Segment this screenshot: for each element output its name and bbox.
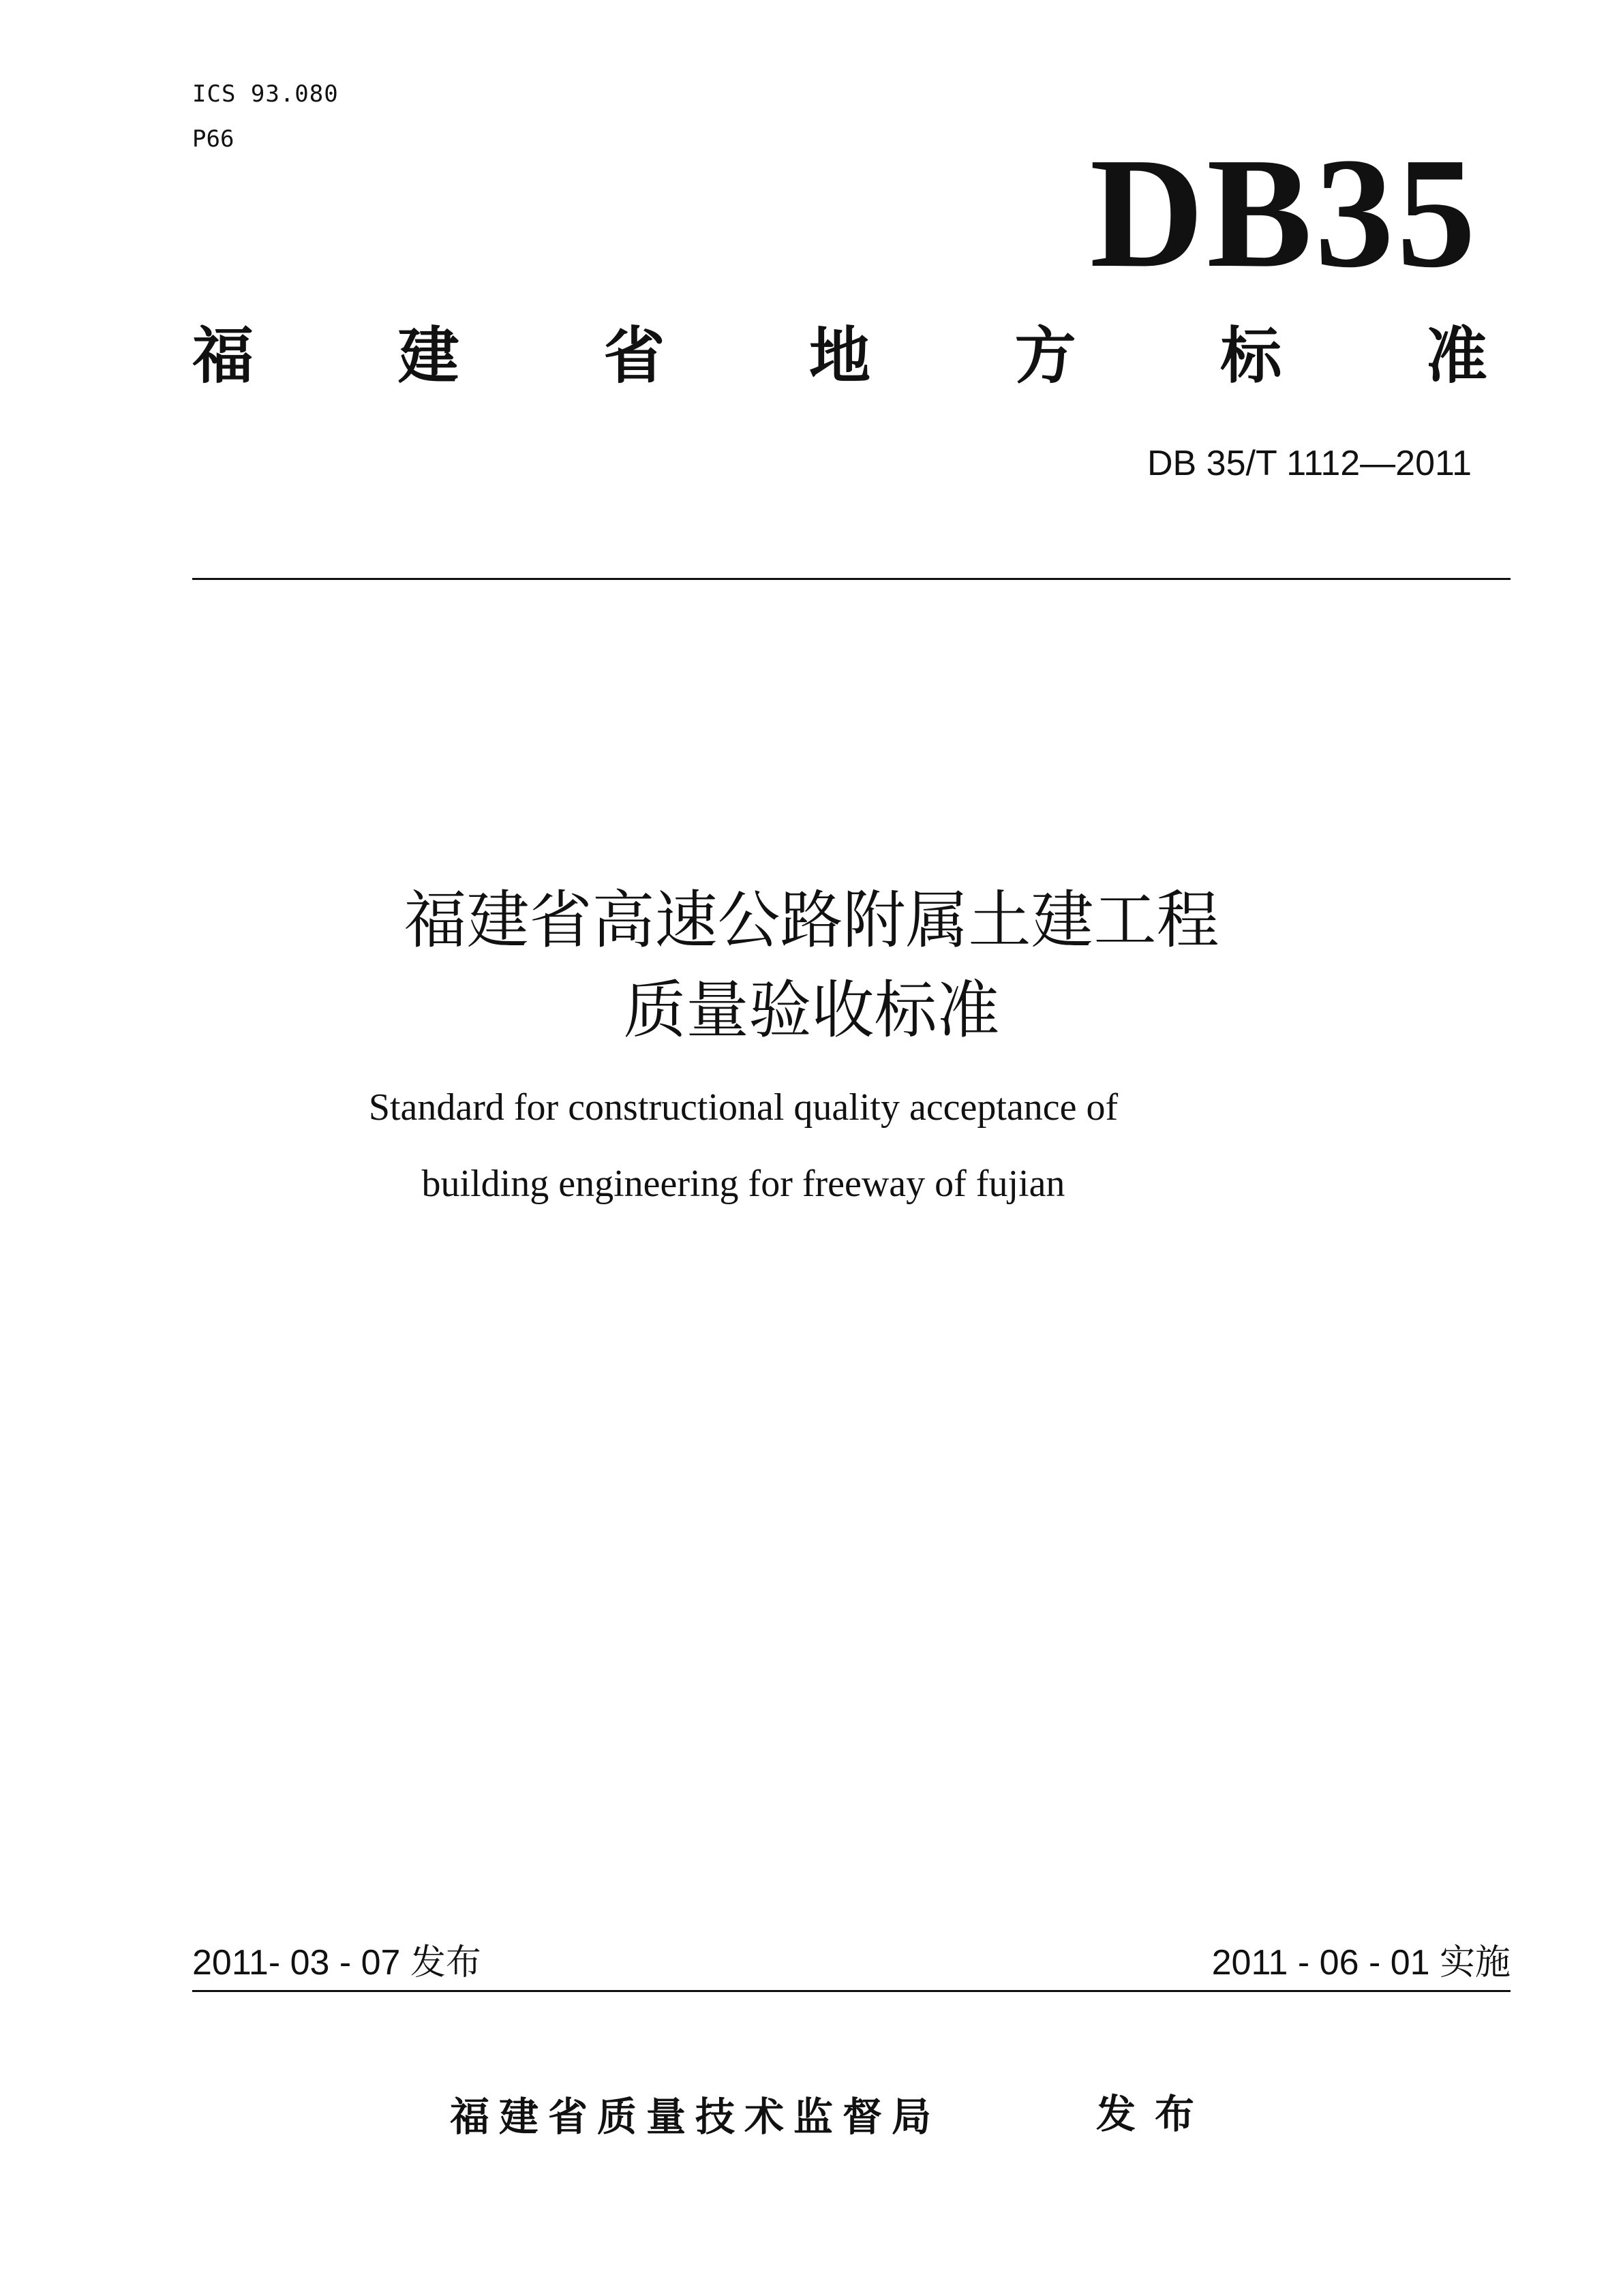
standard-type-char: 准 — [1425, 320, 1487, 392]
classification-code: P66 — [192, 125, 234, 153]
publish-label: 发布 — [1096, 2091, 1214, 2137]
implementation-date: 2011 - 06 - 01 实施 — [1211, 1943, 1511, 1983]
standard-type-char: 地 — [808, 320, 870, 392]
bottom-divider — [192, 1990, 1511, 1992]
db35-logo: DB35 — [1089, 125, 1478, 301]
title-cn-line1: 福建省高速公路附属土建工程 — [404, 884, 1219, 957]
issue-date: 2011- 03 - 07 发布 — [192, 1943, 481, 1983]
ics-code: ICS 93.080 — [192, 80, 339, 108]
standard-number: DB 35/T 1112—2011 — [1147, 444, 1472, 483]
standard-type-char: 福 — [192, 320, 254, 392]
standard-type-char: 方 — [1014, 320, 1076, 392]
title-en-line1: Standard for constructional quality acceptance of — [368, 1086, 1119, 1129]
publisher-name: 福建省质量技术监督局 — [450, 2094, 941, 2140]
standard-type-char: 建 — [397, 320, 459, 392]
title-cn-line2: 质量验收标准 — [623, 974, 1000, 1047]
standard-type-char: 省 — [603, 320, 665, 392]
standard-type-char: 标 — [1220, 320, 1282, 392]
standard-type-heading — [192, 319, 1487, 394]
top-divider — [192, 578, 1511, 580]
title-en-line2: building engineering for freeway of fujian — [421, 1163, 1065, 1205]
